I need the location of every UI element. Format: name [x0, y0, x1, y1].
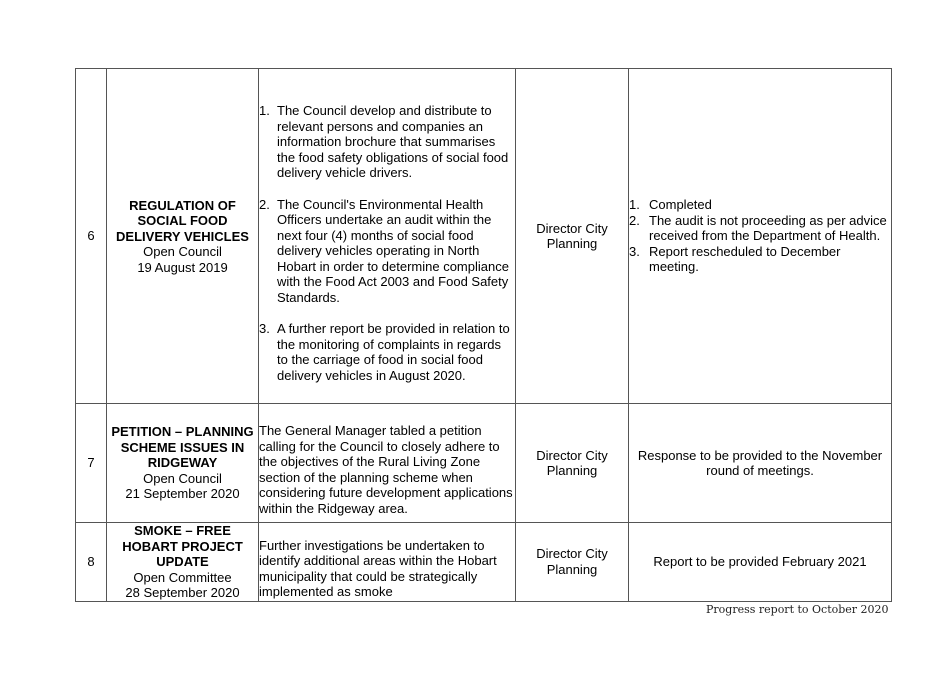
- status-text: Response to be provided to the November round of meetings.: [629, 404, 892, 523]
- table-row: [76, 523, 892, 602]
- resolution-text: The Council's Environmental Health Officers undertake an audit within the next four (4) months of social food delivery vehicles operating in North Hobart in order to determine compliance with the Food Act 2003 and Food Safety Standards.: [277, 196, 509, 305]
- item-number: 6: [76, 69, 107, 404]
- status-text: Report to be provided February 2021: [629, 523, 892, 602]
- list-item: 3. Report rescheduled to December meeting.: [629, 243, 841, 275]
- resolution-text: The Council develop and distribute to relevant persons and companies an information brochure that summarises the food safety obligations of social food delivery vehicle drivers.: [277, 103, 509, 180]
- status-text: The audit is not proceeding as per advice received from the Department of Health.: [649, 212, 887, 244]
- status-list: [629, 197, 891, 275]
- resolution-text: Further investigations be undertaken to identify additional areas within the Hobart municipality that could be strategically implemented as smoke: [259, 537, 497, 600]
- list-item: 2. The Council's Environmental Health Officers undertake an audit within the next four (4) months of social food delivery vehicles operating in North Hobart in order to determine compliance with the Food Act 2003 and Food Safety Standards.: [259, 196, 509, 305]
- item-meeting: Open Council: [143, 244, 222, 260]
- item-date: 28 September 2020: [125, 585, 240, 600]
- table-row: [76, 69, 892, 404]
- resolution-list: [259, 103, 515, 383]
- resolution-cell: [259, 404, 516, 523]
- page-footer: Progress report to October 2020: [706, 603, 889, 616]
- item-date: 19 August 2019: [137, 259, 228, 275]
- item-description: [107, 523, 259, 602]
- list-item: 3. A further report be provided in relation to the monitoring of complaints in regards to the carriage of food in social food delivery vehicles in August 2020.: [259, 321, 510, 383]
- item-meeting: Open Committee: [133, 569, 232, 585]
- item-title: REGULATION OF SOCIAL FOOD DELIVERY VEHICLES: [116, 197, 249, 244]
- item-number: 8: [76, 523, 107, 602]
- list-item: 1. Completed: [629, 197, 712, 213]
- responsible-officer: Director City Planning: [516, 69, 629, 404]
- status-text: Report rescheduled to December meeting.: [649, 243, 841, 275]
- responsible-officer: Director City Planning: [516, 523, 629, 602]
- item-meeting: Open Council: [143, 470, 222, 486]
- item-date: 21 September 2020: [125, 486, 240, 502]
- item-number: 7: [76, 404, 107, 523]
- status-text: Completed: [649, 197, 712, 213]
- resolution-cell: [259, 523, 516, 602]
- item-title: SMOKE – FREE HOBART PROJECT UPDATE: [122, 523, 243, 569]
- list-item: 1. The Council develop and distribute to relevant persons and companies an information brochure that summarises the food safety obligations of social food delivery vehicle drivers.: [259, 103, 509, 180]
- progress-report-table: [75, 68, 892, 602]
- table-row: [76, 404, 892, 523]
- list-item: 2. The audit is not proceeding as per advice received from the Department of Health.: [629, 212, 887, 244]
- resolution-text: A further report be provided in relation to the monitoring of complaints in regards to the carriage of food in social food delivery vehicles in August 2020.: [277, 321, 510, 383]
- responsible-officer: Director City Planning: [516, 404, 629, 523]
- resolution-text: The General Manager tabled a petition calling for the Council to closely adhere to the objectives of the Rural Living Zone section of the planning scheme when considering future development applications within the Ridgeway area.: [259, 423, 513, 516]
- item-title: PETITION – PLANNING SCHEME ISSUES IN RIDGEWAY: [111, 424, 254, 471]
- status-cell: [629, 69, 892, 404]
- resolution-cell: [259, 69, 516, 404]
- item-description: [107, 69, 259, 404]
- item-description: [107, 404, 259, 523]
